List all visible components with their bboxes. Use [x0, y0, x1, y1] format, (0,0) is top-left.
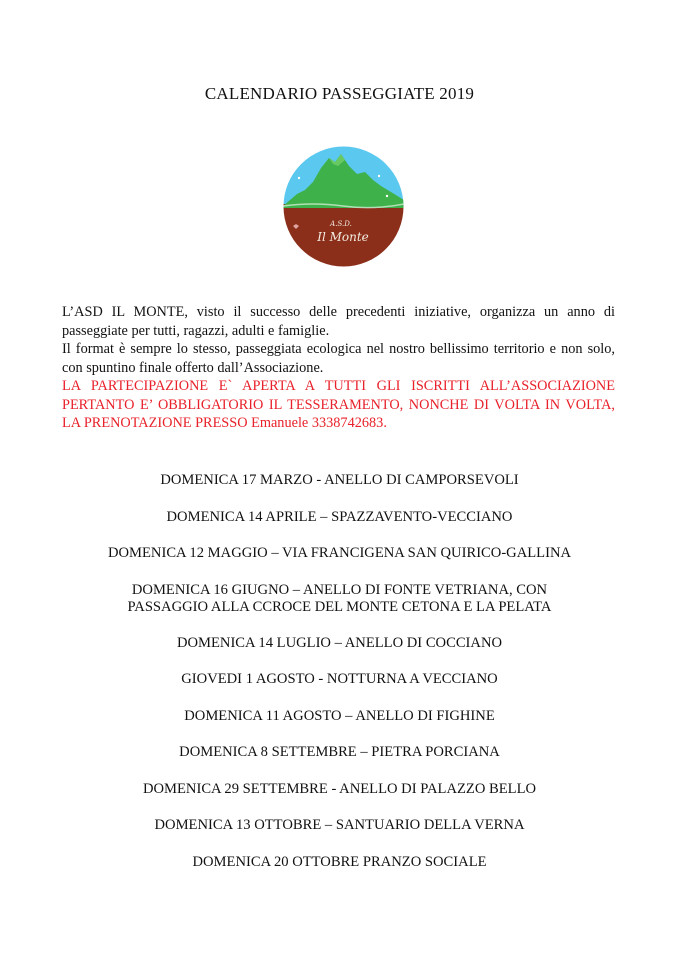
event-text: DOMENICA 20 OTTOBRE PRANZO SOCIALE: [192, 853, 487, 870]
intro-paragraph-1: L’ASD IL MONTE, visto il successo delle precedenti iniziative, organizza un anno di passeggiate per tutti, ragazzi, adulti e famiglie.: [62, 304, 615, 339]
event-text-continued: PASSAGGIO ALLA CCROCE DEL MONTE CETONA E LA PELATA: [127, 598, 552, 615]
event-text: DOMENICA 14 LUGLIO – ANELLO DI COCCIANO: [176, 634, 503, 651]
event-text: DOMENICA 12 MAGGIO – VIA FRANCIGENA SAN QUIRICO-GALLINA: [107, 545, 572, 561]
event-item: [0, 545, 679, 562]
event-text: DOMENICA 17 MARZO - ANELLO DI CAMPORSEVOLI: [160, 472, 519, 488]
event-item: [0, 781, 679, 798]
event-item: [0, 708, 679, 725]
event-text: DOMENICA 14 APRILE – SPAZZAVENTO-VECCIANO: [166, 508, 513, 525]
event-text: GIOVEDI 1 AGOSTO - NOTTURNA A VECCIANO: [181, 671, 498, 687]
intro-block: [62, 303, 615, 433]
event-item: [0, 854, 679, 871]
event-item: [0, 671, 679, 688]
events-list: [0, 472, 679, 890]
event-item: [0, 817, 679, 834]
event-item: [0, 472, 679, 489]
registration-notice: LA PARTECIPAZIONE E` APERTA A TUTTI GLI ISCRITTI ALL’ASSOCIAZIONE PERTANTO E’ OBBLIGATORIO IL TESSERAMENTO, NONCHE DI VOLTA IN VOLTA, LA PRENOTAZIONE PRESSO Emanuele 3338742683.: [62, 378, 615, 431]
logo-text-monte: Il Monte: [317, 230, 369, 244]
event-text: DOMENICA 29 SETTEMBRE - ANELLO DI PALAZZO BELLO: [142, 780, 537, 797]
event-text: DOMENICA 13 OTTOBRE – SANTUARIO DELLA VERNA: [154, 817, 525, 833]
event-text: DOMENICA 16 GIUGNO – ANELLO DI FONTE VETRIANA, CON: [131, 581, 548, 598]
event-text: DOMENICA 11 AGOSTO – ANELLO DI FIGHINE: [184, 707, 495, 724]
page-title: CALENDARIO PASSEGGIATE 2019: [204, 84, 475, 103]
event-item: [0, 635, 679, 652]
asd-il-monte-logo: [283, 146, 404, 267]
intro-paragraph-2: Il format è sempre lo stesso, passeggiata ecologica nel nostro bellissimo territorio e non solo, con spuntino finale offerto dall’Associazione.: [62, 341, 615, 376]
event-text: DOMENICA 8 SETTEMBRE – PIETRA PORCIANA: [179, 744, 500, 760]
event-item: [0, 509, 679, 526]
event-item: [0, 744, 679, 761]
logo-text-asd: A.S.D.: [330, 220, 352, 228]
event-item: [0, 582, 679, 616]
